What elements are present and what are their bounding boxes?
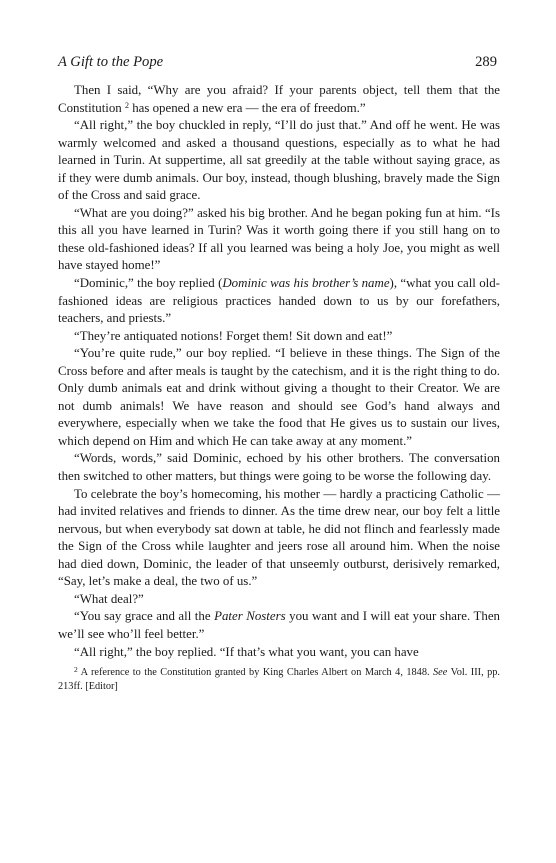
running-title: A Gift to the Pope <box>58 54 164 70</box>
paragraph: “You say grace and all the Pater Nosters you want and I will eat your share. Then we’ll see who’ll feel better.” <box>58 609 500 641</box>
page-number: 289 <box>475 54 497 70</box>
paragraph: “Dominic,” the boy replied (Dominic was his brother’s name), “what you call old-fashioned ideas are religious practices handed down to us by our forefathers, teachers, and priests.” <box>58 276 500 326</box>
footnote-marker: 2 <box>74 665 78 675</box>
paragraph: “Words, words,” said Dominic, echoed by his other brothers. The conversation then switched to other matters, but things were going to be worse the following day. <box>58 451 500 484</box>
running-head <box>58 53 500 71</box>
paragraph: “They’re antiquated notions! Forget them! Sit down and eat!” <box>74 328 393 343</box>
paragraph: “What deal?” <box>74 591 144 606</box>
italic-text: See <box>433 667 448 679</box>
body-text <box>58 82 500 661</box>
paragraph: Then I said, “Why are you afraid? If your parents object, tell them that the Constitution $^2$ has opened a new era — the era of freedom.” <box>58 83 500 115</box>
paragraph: “You’re quite rude,” our boy replied. “I believe in these things. The Sign of the Cross before and after meals is taught by the catechism, and it is the right thing to do. Only dumb animals eat and drink without giving a thought to their Creator. We are not dumb animals! We have reason and should see God’s hand always and everywhere, especially when we take the food that He gives us to sustain our lives, which depend on Him and which He can take away at any moment.” <box>58 346 500 448</box>
footnote: $^2$ A reference to the Constitution granted by King Charles Albert on March 4, 1848. See Vol. III, pp. 213ff. [Editor] <box>58 665 500 692</box>
italic-text: Dominic was his brother’s name <box>222 276 390 291</box>
footnote-marker: 2 <box>124 100 129 110</box>
italic-text: Pater Nosters <box>214 609 286 624</box>
paragraph: “What are you doing?” asked his big brother. And he began poking fun at him. “Is this all you have learned in Turin? Was it worth going there if you still hang on to these old-fashioned ideas? If all you learned was being a holy Joe, you might as well have stayed home!” <box>58 205 500 273</box>
paragraph: “All right,” the boy replied. “If that’s what you want, you can have <box>74 644 419 659</box>
paragraph: To celebrate the boy’s homecoming, his mother — hardly a practicing Catholic — had invited relatives and friends to dinner. As the time drew near, our boy felt a little nervous, but when everybody sat down at table, he did not flinch and fearlessly made the Sign of the Cross while laughter and jeers rose all around him. When the noise had died down, Dominic, the leader of that unseemly outburst, derisively remarked, “Say, let’s make a deal, the two of us.” <box>58 486 500 589</box>
paragraph: “All right,” the boy chuckled in reply, “I’ll do just that.” And off he went. He was warmly welcomed and asked a thousand questions, especially as to what he had learned in Turin. At suppertime, all sat greedily at the table without saying grace, as if they were dumb animals. Our boy, instead, though blushing, bravely made the Sign of the Cross and said grace. <box>58 118 500 203</box>
